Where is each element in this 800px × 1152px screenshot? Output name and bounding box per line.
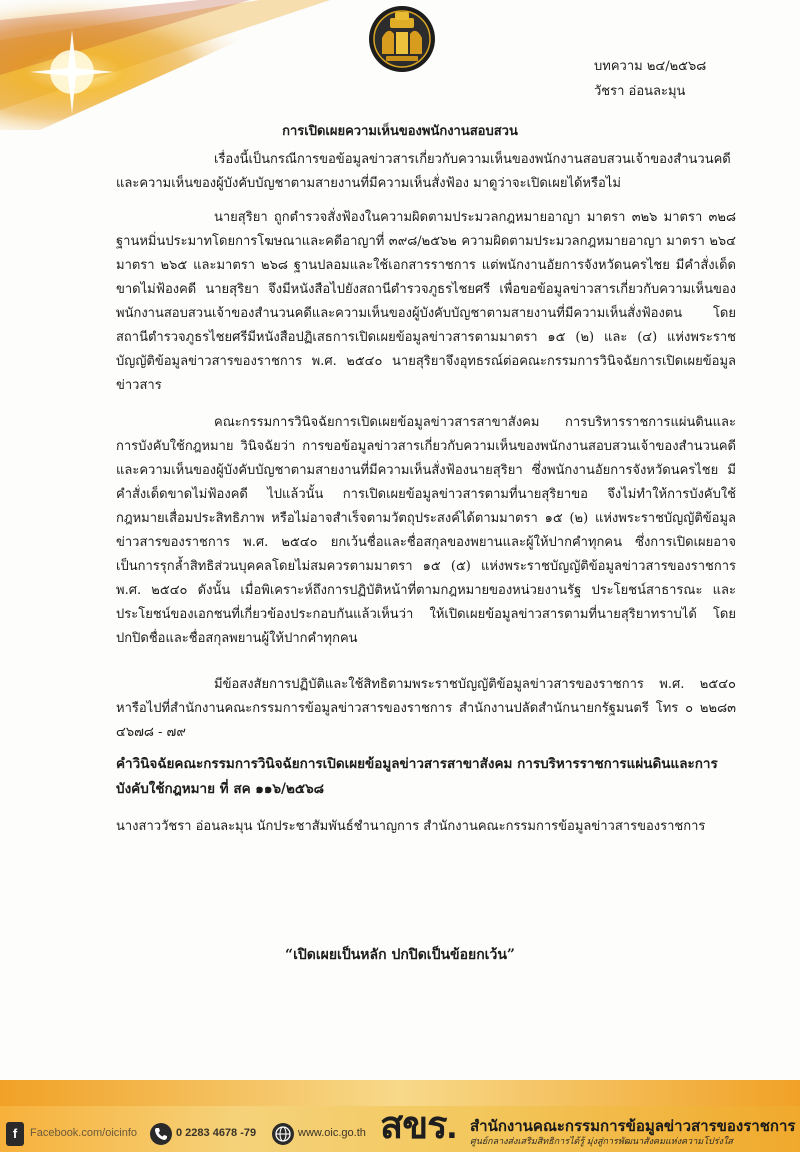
globe-icon bbox=[272, 1123, 294, 1145]
phone-number[interactable]: 0 2283 4678 -79 bbox=[176, 1127, 257, 1139]
facebook-link[interactable]: Facebook.com/oicinfo bbox=[30, 1127, 137, 1139]
paragraph-intro bbox=[116, 148, 736, 196]
paragraph-contact-text: มีข้อสงสัยการปฏิบัติและใช้สิทธิตามพระราชบัญญัติข้อมูลข่าวสารของราชการ พ.ศ. ๒๕๔๐ หารือไปที่สำนักงานคณะกรรมการข้อมูลข่าวสารของราชการ สำนักงานปลัดสำนักนายกรัฐมนตรี โทร ๐ ๒๒๘๓ ๔๖๗๘ - ๗๙ bbox=[116, 677, 736, 740]
motto: “เปิดเผยเป็นหลัก ปกปิดเป็นข้อยกเว้น” bbox=[285, 947, 515, 963]
paragraph-facts-text: นายสุริยา ถูกตำรวจสั่งฟ้องในความผิดตามประมวลกฎหมายอาญา มาตรา ๓๒๖ มาตรา ๓๒๘ ฐานหมิ่นประมาทโดยการโฆษณาและคดีอาญาที่ ๓๙๘/๒๕๖๒ ความผิดตามประมวลกฎหมายอาญา มาตรา ๒๖๔ มาตรา ๒๖๕ และมาตรา ๒๖๘ ฐานปลอมและใช้เอกสารราชการ แต่พนักงานอัยการจังหวัดนครไชย มีคำสั่งเด็ดขาดไม่ฟ้องคดี นายสุริยา จึงมีหนังสือไปยังสถานีตำรวจภูธรไชยศรี เพื่อขอข้อมูลข่าวสารเกี่ยวกับความเห็นของพนักงานสอบสวนเจ้าของสำนวนคดีและความเห็นของผู้บังคับบัญชาตามสายงานที่มีความเห็นสั่งฟ้องตน โดยสถานีตำรวจภูธรไชยศรีมีหนังสือปฏิเสธการเปิดเผยข้อมูลข่าวสารตามมาตรา ๑๕ (๒) และ (๔) แห่งพระราชบัญญัติข้อมูลข่าวสารของราชการ พ.ศ. ๒๕๔๐ นายสุริยาจึงอุทธรณ์ต่อคณะกรรมการวินิจฉัยการเปิดเผยข้อมูลข่าวสาร bbox=[116, 210, 736, 393]
article-author: วัชรา อ่อนละมุน bbox=[594, 84, 686, 99]
paragraph-decision bbox=[116, 411, 736, 651]
article-number: บทความ ๒๔/๒๕๖๘ bbox=[594, 59, 707, 74]
website-link[interactable]: www.oic.go.th bbox=[298, 1127, 366, 1139]
paragraph-intro-text: เรื่องนี้เป็นกรณีการขอข้อมูลข่าวสารเกี่ยวกับความเห็นของพนักงานสอบสวนเจ้าของสำนวนคดีและความเห็นของผู้บังคับบัญชาตามสายงานที่มีความเห็นสั่งฟ้อง มาดูว่าจะเปิดเผยได้หรือไม่ bbox=[116, 152, 731, 191]
author-credit: นางสาววัชรา อ่อนละมุน นักประชาสัมพันธ์ชำนาญการ สำนักงานคณะกรรมการข้อมูลข่าวสารของราชการ bbox=[116, 819, 706, 834]
oic-logo: สขร. bbox=[380, 1105, 457, 1147]
document-title: การเปิดเผยความเห็นของพนักงานสอบสวน bbox=[282, 124, 518, 139]
organization-name: สำนักงานคณะกรรมการข้อมูลข่าวสารของราชการ bbox=[470, 1118, 796, 1135]
office-emblem-logo bbox=[368, 4, 436, 74]
paragraph-decision-text: คณะกรรมการวินิจฉัยการเปิดเผยข้อมูลข่าวสารสาขาสังคม การบริหารราชการแผ่นดินและการบังคับใช้กฎหมาย วินิจฉัยว่า การขอข้อมูลข่าวสารเกี่ยวกับความเห็นของพนักงานสอบสวนเจ้าของสำนวนคดีและความเห็นของผู้บังคับบัญชาตามสายงานที่มีความเห็นสั่งฟ้องนายสุริยา ซึ่งพนักงานอัยการจังหวัดนครไชย มีคำสั่งเด็ดขาดไม่ฟ้องคดี ไปแล้วนั้น การเปิดเผยข้อมูลข่าวสารตามที่นายสุริยาขอ จึงไม่ทำให้การบังคับใช้กฎหมายเสื่อมประสิทธิภาพ หรือไม่อาจสำเร็จตามวัตถุประสงค์ได้ตามมาตรา ๑๕ (๒) แห่งพระราชบัญญัติข้อมูลข่าวสารของราชการ พ.ศ. ๒๕๔๐ ยกเว้นชื่อและชื่อสกุลของพยานและผู้ให้ปากคำทุกคน ซึ่งการเปิดเผยอาจเป็นการรุกล้ำสิทธิส่วนบุคคลโดยไม่สมควรตามมาตรา ๑๕ (๕) แห่งพระราชบัญญัติข้อมูลข่าวสารของราชการ พ.ศ. ๒๕๔๐ ดังนั้น เมื่อพิเคราะห์ถึงการปฏิบัติหน้าที่ตามกฎหมายของหน่วยงานรัฐ ประโยชน์สาธารณะ และประโยชน์ของเอกชนที่เกี่ยวข้องประกอบกันแล้วเห็นว่า ให้เปิดเผยข้อมูลข่าวสารตามที่นายสุริยาทราบได้ โดยปกปิดชื่อและชื่อสกุลพยานผู้ให้ปากคำทุกคน bbox=[116, 415, 736, 646]
phone-icon bbox=[150, 1123, 172, 1145]
facebook-icon[interactable]: f bbox=[6, 1122, 24, 1146]
paragraph-contact bbox=[116, 673, 736, 745]
article-meta bbox=[594, 54, 706, 104]
paragraph-facts bbox=[116, 206, 736, 398]
footer-gradient-stripe bbox=[0, 1080, 800, 1106]
organization-slogan: ศูนย์กลางส่งเสริมสิทธิการได้รู้ มุ่งสู่การพัฒนาสังคมแห่งความโปร่งใส bbox=[470, 1136, 733, 1146]
ruling-reference: คำวินิจฉัยคณะกรรมการวินิจฉัยการเปิดเผยข้อมูลข่าวสารสาขาสังคม การบริหารราชการแผ่นดินและการบังคับใช้กฎหมาย ที่ สค ๑๑๖/๒๕๖๘ bbox=[116, 756, 718, 797]
corner-light-burst bbox=[0, 0, 340, 130]
